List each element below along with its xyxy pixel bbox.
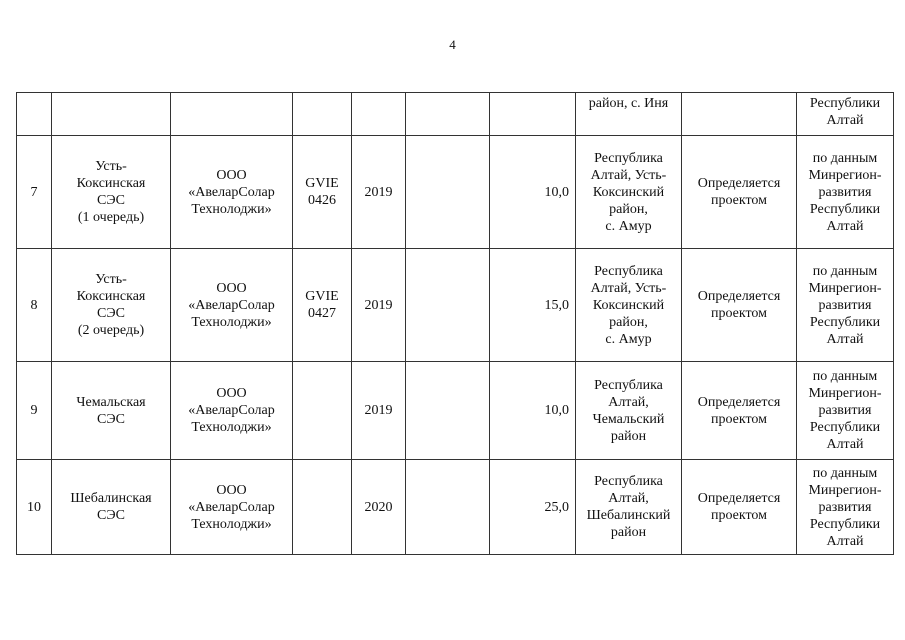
cell-year: 2019 xyxy=(352,136,406,249)
cell-code xyxy=(293,362,352,460)
cell-source: по данным Минрегион- развития Республики Алтай xyxy=(797,249,894,362)
cell-area: Определяется проектом xyxy=(682,362,797,460)
cell-power: 25,0 xyxy=(490,460,576,555)
cell-owner: ООО «АвеларСолар Технолоджи» xyxy=(171,136,293,249)
cell-name: Шебалинская СЭС xyxy=(52,460,171,555)
cell-code xyxy=(293,460,352,555)
cell-year: 2019 xyxy=(352,362,406,460)
cell-location: Республика Алтай, Усть- Коксинский район, с. Амур xyxy=(576,136,682,249)
cell-owner: ООО «АвеларСолар Технолоджи» xyxy=(171,249,293,362)
table-row xyxy=(17,362,894,460)
cell-index: 10 xyxy=(17,460,52,555)
cell-extra xyxy=(406,460,490,555)
cell-location: Республика Алтай, Чемальский район xyxy=(576,362,682,460)
cell-power: 10,0 xyxy=(490,136,576,249)
cell-code xyxy=(293,93,352,136)
table-row xyxy=(17,460,894,555)
cell-location: Республика Алтай, Усть- Коксинский район, с. Амур xyxy=(576,249,682,362)
cell-source: по данным Минрегион- развития Республики Алтай xyxy=(797,136,894,249)
cell-power xyxy=(490,93,576,136)
cell-name: Усть- Коксинская СЭС (1 очередь) xyxy=(52,136,171,249)
table-row xyxy=(17,136,894,249)
cell-name xyxy=(52,93,171,136)
cell-owner: ООО «АвеларСолар Технолоджи» xyxy=(171,460,293,555)
cell-index: 9 xyxy=(17,362,52,460)
solar-plants-table xyxy=(16,92,894,555)
cell-area: Определяется проектом xyxy=(682,460,797,555)
cell-year xyxy=(352,93,406,136)
cell-owner xyxy=(171,93,293,136)
cell-index xyxy=(17,93,52,136)
cell-code: GVIE 0426 xyxy=(293,136,352,249)
cell-owner: ООО «АвеларСолар Технолоджи» xyxy=(171,362,293,460)
cell-extra xyxy=(406,136,490,249)
cell-power: 10,0 xyxy=(490,362,576,460)
table-row-continuation xyxy=(17,93,894,136)
cell-name: Усть- Коксинская СЭС (2 очередь) xyxy=(52,249,171,362)
cell-area: Определяется проектом xyxy=(682,249,797,362)
cell-power: 15,0 xyxy=(490,249,576,362)
cell-name: Чемальская СЭС xyxy=(52,362,171,460)
cell-source: по данным Минрегион- развития Республики Алтай xyxy=(797,460,894,555)
cell-index: 7 xyxy=(17,136,52,249)
cell-area xyxy=(682,93,797,136)
cell-location: Республика Алтай, Шебалинский район xyxy=(576,460,682,555)
cell-code: GVIE 0427 xyxy=(293,249,352,362)
page-number: 4 xyxy=(449,37,456,52)
table-row xyxy=(17,249,894,362)
cell-year: 2019 xyxy=(352,249,406,362)
cell-year: 2020 xyxy=(352,460,406,555)
cell-extra xyxy=(406,362,490,460)
cell-source: по данным Минрегион- развития Республики Алтай xyxy=(797,362,894,460)
cell-extra xyxy=(406,249,490,362)
cell-area: Определяется проектом xyxy=(682,136,797,249)
cell-extra xyxy=(406,93,490,136)
cell-index: 8 xyxy=(17,249,52,362)
cell-source: Республики Алтай xyxy=(797,93,894,136)
cell-location: район, с. Иня xyxy=(576,93,682,136)
